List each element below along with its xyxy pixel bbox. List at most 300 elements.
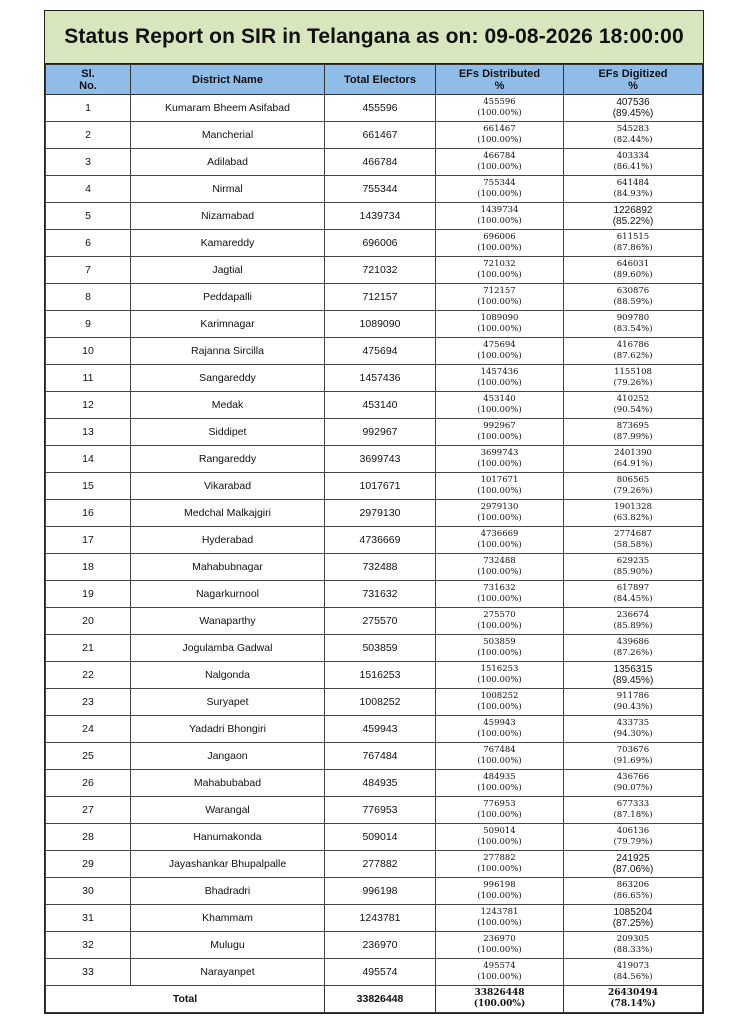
district-name-cell: Kamareddy (131, 230, 325, 257)
table-row (46, 878, 703, 905)
percent-value: (100.00%) (477, 459, 522, 469)
percent-value: (100.00%) (477, 756, 522, 766)
efs-distributed-cell (436, 446, 564, 473)
count-value: 241925 (616, 853, 650, 864)
table-row (46, 689, 703, 716)
count-value: 629235 (616, 556, 650, 566)
efs-digitized-cell (564, 689, 703, 716)
efs-distributed-cell (436, 689, 564, 716)
percent-value: (100.00%) (477, 837, 522, 847)
total-electors-cell: 275570 (325, 608, 436, 635)
sl-no-cell: 1 (46, 95, 131, 122)
sl-no-cell: 20 (46, 608, 131, 635)
table-row (46, 662, 703, 689)
district-name-cell: Jangaon (131, 743, 325, 770)
percent-value: (79.26%) (613, 486, 653, 496)
table-row (46, 473, 703, 500)
table-row (46, 365, 703, 392)
district-name-cell: Khammam (131, 905, 325, 932)
percent-value: (89.45%) (612, 108, 654, 119)
sl-no-cell: 23 (46, 689, 131, 716)
total-electors-cell: 696006 (325, 230, 436, 257)
count-value: 721032 (483, 259, 516, 269)
percent-value: (87.99%) (613, 432, 653, 442)
count-value: 236970 (483, 934, 516, 944)
header-efs-digitized: EFs Digitized % (564, 65, 703, 95)
count-value: 1017671 (480, 475, 519, 485)
efs-digitized-cell (564, 797, 703, 824)
total-electors-cell: 996198 (325, 878, 436, 905)
table-row (46, 338, 703, 365)
percent-value: (79.79%) (613, 837, 653, 847)
sl-no-cell: 18 (46, 554, 131, 581)
percent-value: (58.58%) (613, 540, 653, 550)
district-name-cell: Yadadri Bhongiri (131, 716, 325, 743)
percent-value: (100.00%) (477, 891, 522, 901)
table-row (46, 446, 703, 473)
district-name-cell: Bhadradri (131, 878, 325, 905)
percent-value: (100.00%) (477, 108, 522, 118)
total-electors-cell: 1243781 (325, 905, 436, 932)
efs-distributed-cell (436, 662, 564, 689)
efs-distributed-cell (436, 203, 564, 230)
table-row (46, 743, 703, 770)
efs-digitized-cell (564, 203, 703, 230)
efs-digitized-cell (564, 419, 703, 446)
percent-value: (90.07%) (613, 783, 653, 793)
efs-digitized-cell (564, 365, 703, 392)
efs-digitized-cell (564, 959, 703, 986)
percent-value: (100.00%) (477, 378, 522, 388)
percent-value: (87.06%) (612, 864, 654, 875)
district-name-cell: Sangareddy (131, 365, 325, 392)
count-value: 455596 (483, 97, 516, 107)
percent-value: (87.25%) (612, 918, 654, 929)
percent-value: (100.00%) (477, 162, 522, 172)
percent-value: (87.26%) (613, 648, 653, 658)
percent-value: (100.00%) (477, 945, 522, 955)
efs-distributed-cell (436, 716, 564, 743)
table-row (46, 959, 703, 986)
efs-digitized-cell (564, 338, 703, 365)
district-name-cell: Nalgonda (131, 662, 325, 689)
efs-distributed-cell (436, 959, 564, 986)
efs-digitized-cell (564, 716, 703, 743)
efs-distributed-cell (436, 797, 564, 824)
count-value: 873695 (616, 421, 650, 431)
count-value: 484935 (483, 772, 516, 782)
efs-distributed-cell (436, 635, 564, 662)
count-value: 509014 (483, 826, 516, 836)
percent-value: (100.00%) (477, 783, 522, 793)
sl-no-cell: 30 (46, 878, 131, 905)
efs-digitized-cell (564, 500, 703, 527)
count-value: 439686 (616, 637, 650, 647)
percent-value: (90.54%) (613, 405, 653, 415)
percent-value: (89.60%) (613, 270, 653, 280)
table-row (46, 176, 703, 203)
efs-digitized-cell (564, 770, 703, 797)
total-electors-cell: 712157 (325, 284, 436, 311)
district-name-cell: Jagtial (131, 257, 325, 284)
table-row (46, 230, 703, 257)
count-value: 1457436 (480, 367, 519, 377)
district-name-cell: Rangareddy (131, 446, 325, 473)
table-footer (46, 986, 703, 1013)
percent-value: (100.00%) (477, 648, 522, 658)
table-row (46, 797, 703, 824)
total-electors-cell: 2979130 (325, 500, 436, 527)
table-row (46, 311, 703, 338)
efs-digitized-cell (564, 311, 703, 338)
sl-no-cell: 26 (46, 770, 131, 797)
district-name-cell: Mahabubnagar (131, 554, 325, 581)
count-value: 2774687 (614, 529, 652, 539)
count-value: 1439734 (480, 205, 519, 215)
table-row (46, 770, 703, 797)
count-value: 545283 (616, 124, 650, 134)
efs-distributed-cell (436, 149, 564, 176)
efs-digitized-cell (564, 635, 703, 662)
table-row (46, 554, 703, 581)
table-row (46, 257, 703, 284)
percent-value: (88.59%) (613, 297, 653, 307)
district-name-cell: Mahabubabad (131, 770, 325, 797)
district-name-cell: Nagarkurnool (131, 581, 325, 608)
total-electors-cell: 466784 (325, 149, 436, 176)
count-value: 611515 (616, 232, 650, 242)
count-value: 909780 (616, 313, 650, 323)
count-value: 436766 (616, 772, 650, 782)
sl-no-cell: 16 (46, 500, 131, 527)
total-electors-cell: 503859 (325, 635, 436, 662)
percent-value: (85.22%) (612, 216, 654, 227)
count-value: 712157 (483, 286, 516, 296)
total-efs-digitized: 26430494 (78.14%) (564, 986, 703, 1013)
count-value: 416786 (616, 340, 650, 350)
percent-value: (100.00%) (477, 324, 522, 334)
count-value: 275570 (483, 610, 516, 620)
efs-digitized-cell (564, 743, 703, 770)
count-value: 755344 (483, 178, 516, 188)
sl-no-cell: 3 (46, 149, 131, 176)
sl-no-cell: 11 (46, 365, 131, 392)
table-body (46, 95, 703, 986)
count-value: 992967 (483, 421, 516, 431)
percent-value: (100.00%) (477, 135, 522, 145)
percent-value: (100.00%) (477, 675, 522, 685)
efs-digitized-cell (564, 527, 703, 554)
sl-no-cell: 9 (46, 311, 131, 338)
efs-distributed-cell (436, 554, 564, 581)
percent-value: (94.30%) (613, 729, 653, 739)
efs-digitized-cell (564, 149, 703, 176)
percent-value: (86.41%) (613, 162, 653, 172)
total-electors: 33826448 (325, 986, 436, 1013)
table-row (46, 500, 703, 527)
total-electors-cell: 3699743 (325, 446, 436, 473)
sl-no-cell: 25 (46, 743, 131, 770)
count-value: 703676 (616, 745, 650, 755)
efs-digitized-cell (564, 608, 703, 635)
total-electors-cell: 1017671 (325, 473, 436, 500)
count-value: 677333 (616, 799, 650, 809)
efs-digitized-cell (564, 284, 703, 311)
total-efs-distributed: 33826448 (100.00%) (436, 986, 564, 1013)
efs-digitized-cell (564, 473, 703, 500)
percent-value: (100.00%) (477, 189, 522, 199)
count-value: 661467 (483, 124, 516, 134)
district-name-cell: Medchal Malkajgiri (131, 500, 325, 527)
percent-value: (100.00%) (477, 243, 522, 253)
percent-value: (100.00%) (477, 810, 522, 820)
total-electors-cell: 484935 (325, 770, 436, 797)
efs-digitized-cell (564, 851, 703, 878)
sl-no-cell: 29 (46, 851, 131, 878)
count-value: 236674 (616, 610, 650, 620)
percent-value: (87.62%) (613, 351, 653, 361)
percent-value: (87.86%) (613, 243, 653, 253)
total-electors-cell: 1008252 (325, 689, 436, 716)
efs-digitized-cell (564, 554, 703, 581)
district-name-cell: Karimnagar (131, 311, 325, 338)
sl-no-cell: 2 (46, 122, 131, 149)
sl-no-cell: 22 (46, 662, 131, 689)
percent-value: (100.00%) (477, 270, 522, 280)
total-electors-cell: 661467 (325, 122, 436, 149)
sl-no-cell: 12 (46, 392, 131, 419)
total-electors-cell: 236970 (325, 932, 436, 959)
count-value: 406136 (616, 826, 650, 836)
efs-digitized-cell (564, 230, 703, 257)
count-value: 466784 (483, 151, 516, 161)
efs-distributed-cell (436, 608, 564, 635)
table-row (46, 932, 703, 959)
percent-value: (79.26%) (613, 378, 653, 388)
count-value: 419073 (616, 961, 650, 971)
count-value: 1155108 (614, 367, 652, 377)
efs-distributed-cell (436, 419, 564, 446)
efs-distributed-cell (436, 95, 564, 122)
header-row (46, 65, 703, 95)
district-name-cell: Suryapet (131, 689, 325, 716)
percent-value: (100.00%) (477, 405, 522, 415)
percent-value: (64.91%) (613, 459, 653, 469)
count-value: 1516253 (480, 664, 519, 674)
percent-value: (100.00%) (477, 864, 522, 874)
count-value: 433735 (616, 718, 650, 728)
percent-value: (85.89%) (613, 621, 653, 631)
district-name-cell: Siddipet (131, 419, 325, 446)
count-value: 731632 (483, 583, 516, 593)
status-report-sheet (44, 10, 704, 1014)
percent-value: (84.45%) (613, 594, 653, 604)
district-name-cell: Kumaram Bheem Asifabad (131, 95, 325, 122)
sl-no-cell: 32 (46, 932, 131, 959)
count-value: 767484 (483, 745, 516, 755)
efs-digitized-cell (564, 122, 703, 149)
efs-digitized-cell (564, 95, 703, 122)
district-name-cell: Narayanpet (131, 959, 325, 986)
sl-no-cell: 28 (46, 824, 131, 851)
total-electors-cell: 1457436 (325, 365, 436, 392)
district-name-cell: Adilabad (131, 149, 325, 176)
district-name-cell: Wanaparthy (131, 608, 325, 635)
sl-no-cell: 14 (46, 446, 131, 473)
header-sl-no: Sl. No. (46, 65, 131, 95)
efs-distributed-cell (436, 176, 564, 203)
table-row (46, 851, 703, 878)
count-value: 996198 (483, 880, 516, 890)
efs-digitized-cell (564, 176, 703, 203)
table-row (46, 203, 703, 230)
efs-digitized-cell (564, 662, 703, 689)
district-name-cell: Medak (131, 392, 325, 419)
total-electors-cell: 1089090 (325, 311, 436, 338)
sl-no-cell: 15 (46, 473, 131, 500)
total-electors-cell: 767484 (325, 743, 436, 770)
percent-value: (100.00%) (477, 594, 522, 604)
count-value: 403334 (616, 151, 650, 161)
total-electors-cell: 731632 (325, 581, 436, 608)
sl-no-cell: 4 (46, 176, 131, 203)
count-value: 2401390 (614, 448, 652, 458)
count-value: 630876 (616, 286, 650, 296)
efs-digitized-cell (564, 905, 703, 932)
percent-value: (100.00%) (477, 351, 522, 361)
count-value: 1356315 (613, 664, 653, 675)
efs-digitized-cell (564, 824, 703, 851)
table-row (46, 905, 703, 932)
total-electors-cell: 776953 (325, 797, 436, 824)
total-electors-cell: 495574 (325, 959, 436, 986)
count-value: 1089090 (480, 313, 519, 323)
total-electors-cell: 992967 (325, 419, 436, 446)
sl-no-cell: 27 (46, 797, 131, 824)
table-header (46, 65, 703, 95)
percent-value: (87.18%) (613, 810, 653, 820)
percent-value: (89.45%) (612, 675, 654, 686)
count-value: 1226892 (613, 205, 653, 216)
percent-value: (82.44%) (613, 135, 653, 145)
count-value: 806565 (616, 475, 650, 485)
header-total-electors: Total Electors (325, 65, 436, 95)
count-value: 503859 (483, 637, 516, 647)
sl-no-cell: 7 (46, 257, 131, 284)
sl-no-cell: 5 (46, 203, 131, 230)
count-value: 407536 (616, 97, 650, 108)
total-electors-cell: 475694 (325, 338, 436, 365)
efs-digitized-cell (564, 932, 703, 959)
district-name-cell: Hanumakonda (131, 824, 325, 851)
table-row (46, 635, 703, 662)
table-row (46, 581, 703, 608)
table-row (46, 419, 703, 446)
sl-no-cell: 24 (46, 716, 131, 743)
district-name-cell: Mulugu (131, 932, 325, 959)
total-electors-cell: 732488 (325, 554, 436, 581)
report-title-bar (45, 11, 703, 64)
district-name-cell: Vikarabad (131, 473, 325, 500)
table-row (46, 149, 703, 176)
district-name-cell: Jogulamba Gadwal (131, 635, 325, 662)
percent-value: (85.90%) (613, 567, 653, 577)
report-title: Status Report on SIR in Telangana as on: 09-08-2026 18:00:00 (64, 25, 684, 48)
efs-distributed-cell (436, 878, 564, 905)
count-value: 911786 (616, 691, 650, 701)
header-district-name: District Name (131, 65, 325, 95)
efs-distributed-cell (436, 932, 564, 959)
total-electors-cell: 509014 (325, 824, 436, 851)
efs-distributed-cell (436, 770, 564, 797)
efs-distributed-cell (436, 500, 564, 527)
total-electors-cell: 755344 (325, 176, 436, 203)
efs-distributed-cell (436, 392, 564, 419)
percent-value: (91.69%) (613, 756, 653, 766)
count-value: 475694 (483, 340, 516, 350)
count-value: 459943 (483, 718, 516, 728)
count-value: 641484 (616, 178, 650, 188)
sl-no-cell: 19 (46, 581, 131, 608)
percent-value: (100.00%) (477, 540, 522, 550)
total-row (46, 986, 703, 1013)
count-value: 1243781 (480, 907, 519, 917)
efs-distributed-cell (436, 824, 564, 851)
sl-no-cell: 13 (46, 419, 131, 446)
table-row (46, 95, 703, 122)
district-name-cell: Jayashankar Bhupalpalle (131, 851, 325, 878)
count-value: 209305 (616, 934, 650, 944)
percent-value: (83.54%) (613, 324, 653, 334)
district-name-cell: Warangal (131, 797, 325, 824)
count-value: 776953 (483, 799, 516, 809)
efs-digitized-cell (564, 446, 703, 473)
efs-distributed-cell (436, 122, 564, 149)
total-electors-cell: 1439734 (325, 203, 436, 230)
sl-no-cell: 31 (46, 905, 131, 932)
count-value: 2979130 (480, 502, 519, 512)
count-value: 863206 (616, 880, 650, 890)
district-name-cell: Rajanna Sircilla (131, 338, 325, 365)
percent-value: (100.00%) (477, 729, 522, 739)
district-status-table (45, 64, 703, 1013)
percent-value: (63.82%) (613, 513, 653, 523)
header-efs-distributed: EFs Distributed % (436, 65, 564, 95)
district-name-cell: Nirmal (131, 176, 325, 203)
percent-value: (100.00%) (477, 486, 522, 496)
efs-distributed-cell (436, 338, 564, 365)
table-row (46, 527, 703, 554)
table-row (46, 392, 703, 419)
sl-no-cell: 17 (46, 527, 131, 554)
percent-value: (88.33%) (613, 945, 653, 955)
count-value: 617897 (616, 583, 650, 593)
total-electors-cell: 1516253 (325, 662, 436, 689)
efs-distributed-cell (436, 473, 564, 500)
total-electors-cell: 459943 (325, 716, 436, 743)
count-value: 3699743 (480, 448, 519, 458)
efs-distributed-cell (436, 581, 564, 608)
count-value: 1008252 (480, 691, 519, 701)
efs-distributed-cell (436, 851, 564, 878)
table-row (46, 824, 703, 851)
percent-value: (84.93%) (613, 189, 653, 199)
table-row (46, 284, 703, 311)
count-value: 453140 (483, 394, 516, 404)
table-row (46, 716, 703, 743)
efs-digitized-cell (564, 257, 703, 284)
count-value: 277882 (483, 853, 516, 863)
